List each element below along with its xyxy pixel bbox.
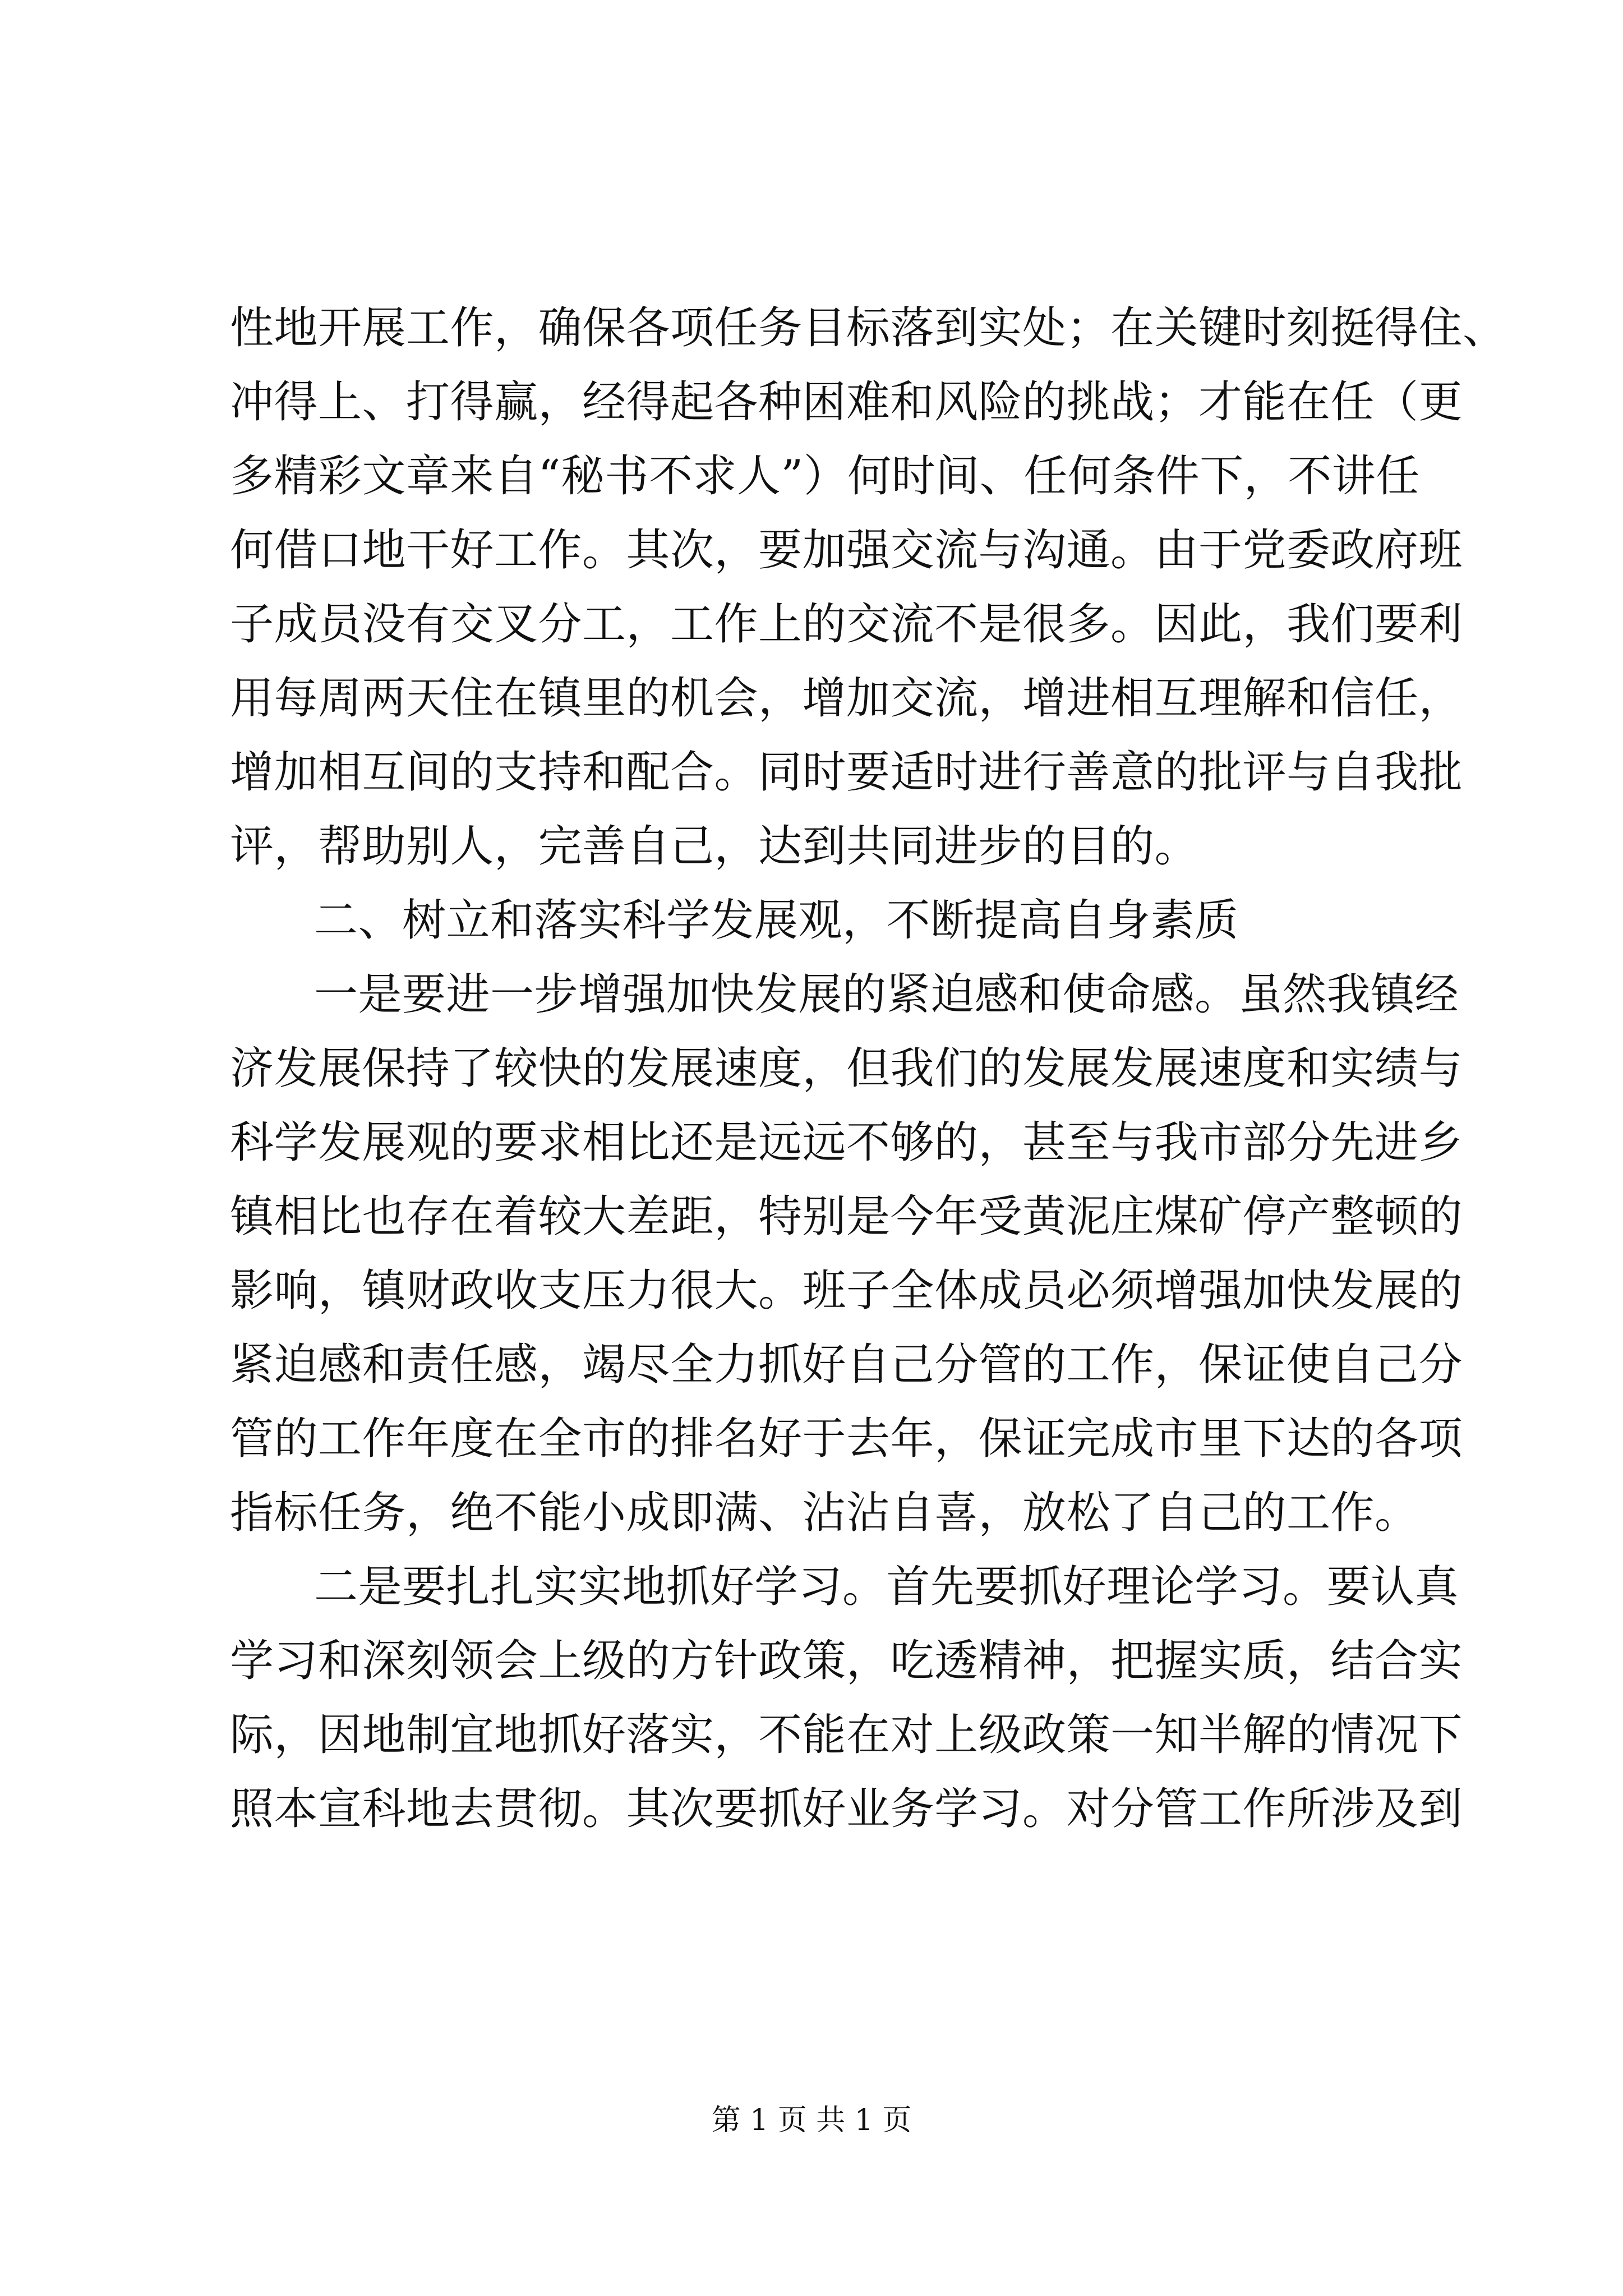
body-text-line: 评，帮助别人，完善自己，达到共同进步的目的。 [230,821,1199,872]
body-text-line: 一是要进一步增强加快发展的紧迫感和使命感。虽然我镇经 [314,969,1459,1020]
body-text-line: 照本宣科地去贯彻。其次要抓好业务学习。对分管工作所涉及到 [230,1784,1463,1834]
body-text-line: 镇相比也存在着较大差距，特别是今年受黄泥庄煤矿停产整顿的 [230,1191,1463,1242]
body-text-line: 性地开展工作，确保各项任务目标落到实处；在关键时刻挺得住、 [230,303,1507,353]
body-text-line: 用每周两天住在镇里的机会，增加交流，增进相互理解和信任， [230,673,1463,724]
body-text-line: 科学发展观的要求相比还是远远不够的，甚至与我市部分先进乡 [230,1117,1463,1168]
body-text-line: 际，因地制宜地抓好落实，不能在对上级政策一知半解的情况下 [230,1710,1463,1760]
body-text-line: 子成员没有交叉分工，工作上的交流不是很多。因此，我们要利 [230,599,1463,650]
body-text-line: 指标任务，绝不能小成即满、沾沾自喜，放松了自己的工作。 [230,1488,1419,1538]
body-text-line: 多精彩文章来自“秘书不求人”）何时间、任何条件下，不讲任 [230,451,1420,501]
body-text-line: 何借口地干好工作。其次，要加强交流与沟通。由于党委政府班 [230,525,1463,576]
body-text-line: 紧迫感和责任感，竭尽全力抓好自己分管的工作，保证使自己分 [230,1340,1463,1390]
body-text-line: 二是要扎扎实实地抓好学习。首先要抓好理论学习。要认真 [314,1562,1459,1612]
body-text-line: 增加相互间的支持和配合。同时要适时进行善意的批评与自我批 [230,747,1463,798]
body-text-line: 学习和深刻领会上级的方针政策，吃透精神，把握实质，结合实 [230,1636,1463,1686]
body-text-line: 影响，镇财政收支压力很大。班子全体成员必须增强加快发展的 [230,1266,1463,1316]
page-footer: 第 1 页 共 1 页 [711,2104,912,2137]
body-text-line: 济发展保持了较快的发展速度，但我们的发展发展速度和实绩与 [230,1043,1463,1094]
body-text-line: 管的工作年度在全市的排名好于去年，保证完成市里下达的各项 [230,1414,1463,1464]
section-heading: 二、树立和落实科学发展观，不断提高自身素质 [314,895,1239,946]
body-text-line: 冲得上、打得赢，经得起各种困难和风险的挑战；才能在任（更 [230,377,1463,427]
